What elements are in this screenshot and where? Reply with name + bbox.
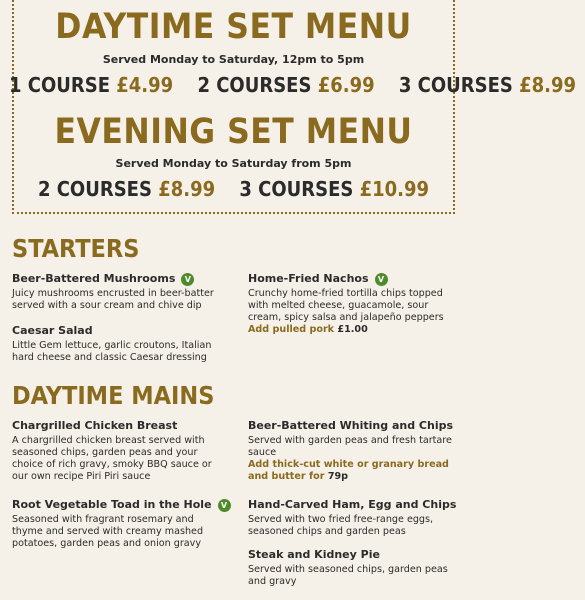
dish-name: Beer-Battered Whiting and Chips bbox=[248, 419, 454, 432]
dish-name: Hand-Carved Ham, Egg and Chips bbox=[248, 498, 457, 511]
vegetarian-icon: V bbox=[218, 499, 231, 512]
dish-name: Steak and Kidney Pie bbox=[248, 548, 380, 561]
dish-description: Little Gem lettuce, garlic croutons, Italian hard cheese and classic Caesar dressing bbox=[12, 340, 212, 363]
dish-steak-kidney-pie bbox=[248, 548, 458, 588]
price-1-course: 1 COURSE £4.99 bbox=[9, 73, 174, 97]
evening-price-2-courses: 2 COURSES £8.99 bbox=[37, 177, 216, 201]
dish-caesar-salad bbox=[12, 324, 227, 364]
daytime-mains-heading: DAYTIME MAINS bbox=[12, 381, 215, 410]
dish-ham-egg-chips bbox=[248, 498, 458, 538]
dish-description: Juicy mushrooms encrusted in beer-batter served with a sour cream and chive dip bbox=[12, 288, 214, 311]
dish-addon: Add thick-cut white or granary bread and butter for 79p bbox=[248, 459, 449, 482]
dish-addon: Add pulled pork £1.00 bbox=[248, 324, 368, 335]
daytime-set-served: Served Monday to Saturday, 12pm to 5pm bbox=[102, 53, 365, 66]
dish-beer-battered-mushrooms bbox=[12, 272, 227, 312]
dish-chargrilled-chicken bbox=[12, 419, 227, 483]
daytime-set-prices bbox=[0, 73, 577, 97]
dish-name: Beer-Battered Mushrooms bbox=[12, 272, 176, 285]
evening-price-3-courses: 3 COURSES £10.99 bbox=[239, 177, 430, 201]
dish-description: Served with two fried free-range eggs, seasoned chips and garden peas bbox=[248, 514, 434, 537]
dish-name: Chargrilled Chicken Breast bbox=[12, 419, 178, 432]
dish-description: Served with garden peas and fresh tartare sauce bbox=[248, 435, 452, 458]
dish-name: Home-Fried Nachos bbox=[248, 272, 369, 285]
dish-description: Crunchy home-fried tortilla chips topped with melted cheese, guacamole, sour cream, spicy salsa and jalapeño peppers bbox=[248, 288, 444, 323]
price-2-courses: 2 COURSES £6.99 bbox=[197, 73, 375, 97]
vegetarian-icon: V bbox=[375, 273, 388, 286]
daytime-set-title: DAYTIME SET MENU bbox=[55, 7, 412, 47]
starters-heading: STARTERS bbox=[12, 234, 140, 263]
dish-description: Seasoned with fragrant rosemary and thyme and served with creamy mashed potatoes, garden peas and onion gravy bbox=[12, 514, 204, 549]
vegetarian-icon: V bbox=[181, 273, 194, 286]
evening-set-title: EVENING SET MENU bbox=[54, 112, 413, 152]
price-3-courses: 3 COURSES £8.99 bbox=[398, 73, 577, 97]
dish-root-vegetable-toad bbox=[12, 498, 227, 550]
dish-name: Caesar Salad bbox=[12, 324, 93, 337]
evening-set-prices bbox=[0, 177, 467, 201]
dish-description: A chargrilled chicken breast served with seasoned chips, garden peas and your choice of rich gravy, smoky BBQ sauce or our own recipe Piri Piri sauce bbox=[12, 435, 212, 482]
dish-name: Root Vegetable Toad in the Hole bbox=[12, 498, 212, 511]
dish-home-fried-nachos bbox=[248, 272, 458, 336]
dish-description: Served with seasoned chips, garden peas and gravy bbox=[248, 564, 448, 587]
dish-beer-battered-whiting bbox=[248, 419, 458, 483]
evening-set-served: Served Monday to Saturday from 5pm bbox=[115, 157, 352, 170]
